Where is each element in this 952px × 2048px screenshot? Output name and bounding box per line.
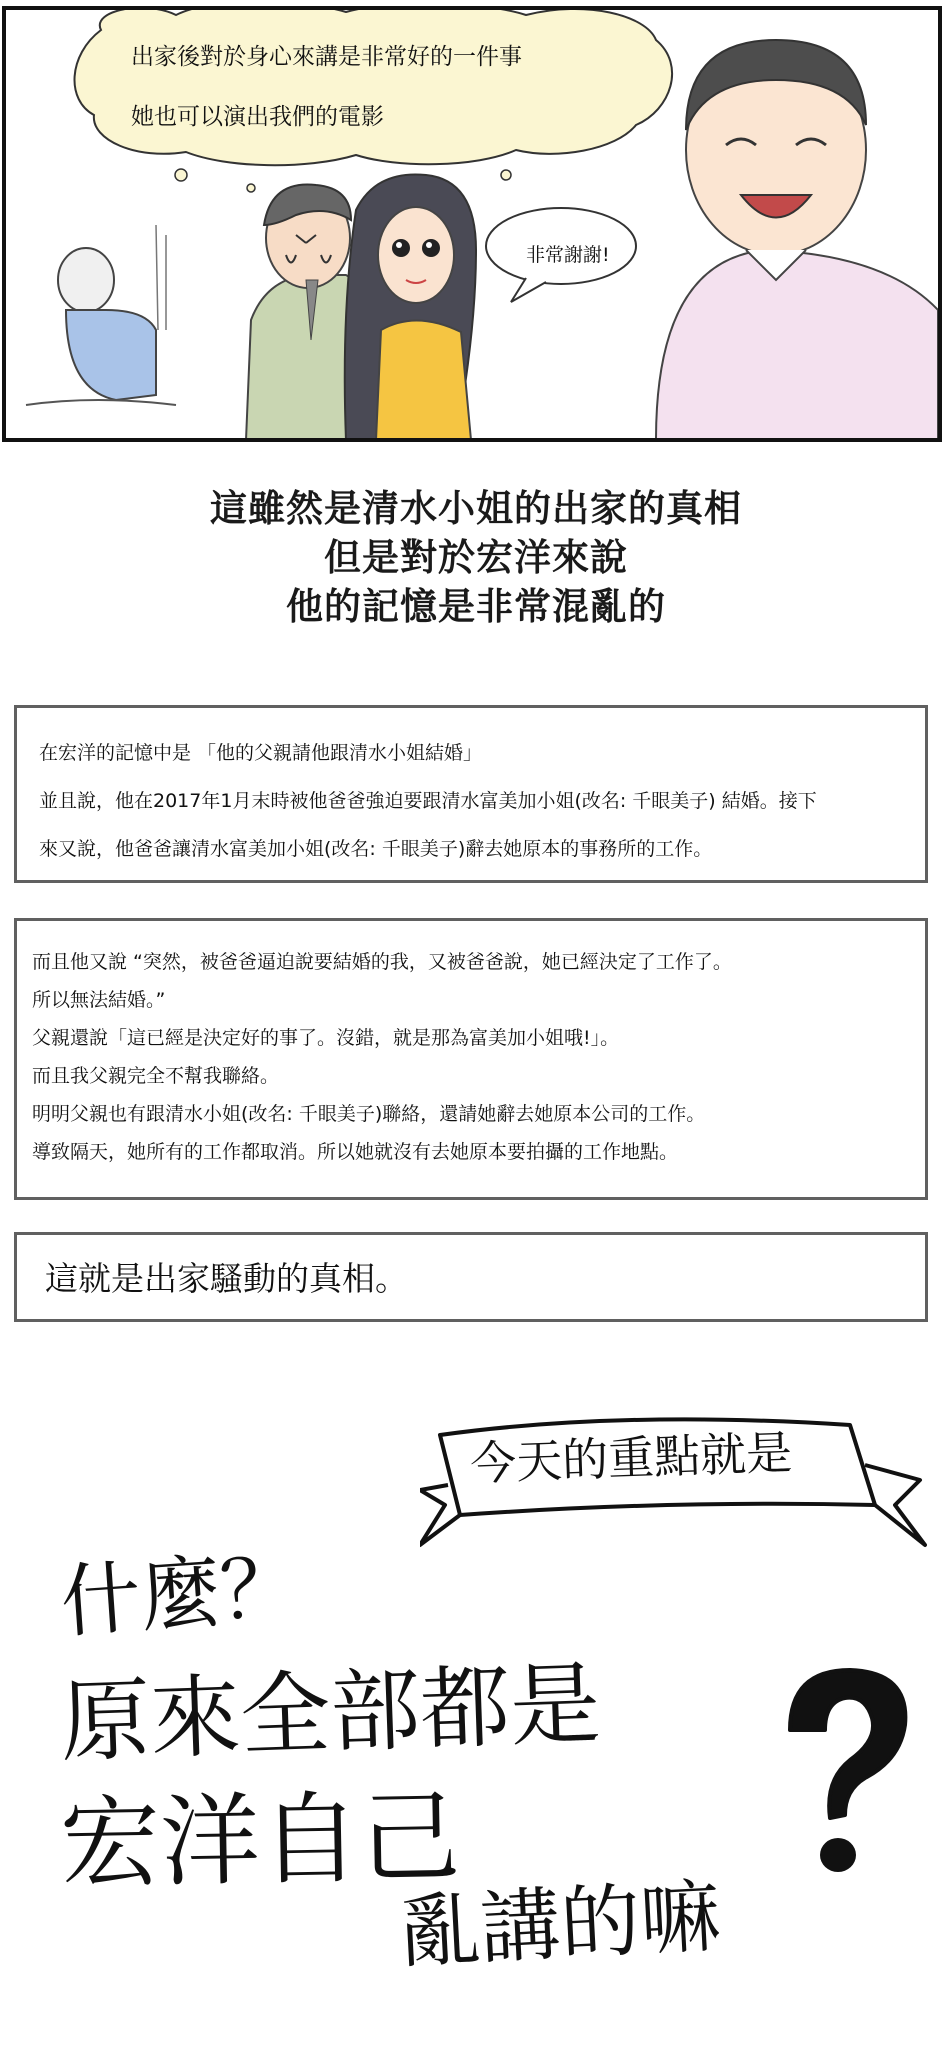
handwritten-line-2: 原來全部都是 [58,1651,602,1776]
thought-bubble [75,10,673,165]
box2-line-6: 導致隔天，她所有的工作都取消。所以她就沒有去她原本要拍攝的工作地點。 [32,1141,679,1163]
comic-illustration [6,10,938,438]
crouching-man-figure [26,225,176,405]
box1-line-2: 並且說，他在2017年1月末時被他爸爸強迫要跟清水富美加小姐(改名: 千眼美子) 結婚。接下 [39,790,817,812]
memory-box [14,705,928,883]
box2-line-5: 明明父親也有跟清水小姐(改名: 千眼美子)聯絡，還請她辭去她原本公司的工作。 [32,1103,706,1125]
thought-line-2: 她也可以演出我們的電影 [131,104,384,130]
box1-line-1: 在宏洋的記憶中是 「他的父親請他跟清水小姐結婚」 [39,742,483,764]
caption-line-3: 他的記憶是非常混亂的 [286,585,666,628]
comic-panel [2,6,942,442]
speech-text: 非常謝謝! [526,244,610,266]
crying-woman-figure [345,174,476,438]
caption-line-2: 但是對於宏洋來說 [324,536,628,579]
handwritten-line-3: 宏洋自己 [59,1778,462,1903]
truth-box [14,1232,928,1322]
banner-text: 今天的重點就是 [469,1425,793,1491]
handwritten-line-4: 亂講的嘛 [398,1869,723,1980]
box1-line-3: 來又說，他爸爸讓清水富美加小姐(改名: 千眼美子)辭去她原本的事務所的工作。 [39,838,713,860]
handwritten-line-1: 什麼？ [57,1539,304,1650]
box2-line-2: 所以無法結婚。” [32,989,166,1011]
box2-line-4: 而且我父親完全不幫我聯絡。 [32,1065,280,1087]
caption-line-1: 這雖然是清水小姐的出家的真相 [210,487,742,530]
smiling-man-figure [656,40,938,438]
truth-text: 這就是出家騷動的真相。 [45,1259,408,1298]
claim-box [14,918,928,1200]
box2-line-1: 而且他又說 “突然，被爸爸逼迫說要結婚的我，又被爸爸說，她已經決定了工作了。 [32,951,732,973]
box2-line-3: 父親還說「這已經是決定好的事了。沒錯，就是那為富美加小姐哦!」。 [32,1027,620,1049]
question-mark-icon [770,1660,920,1890]
thought-line-1: 出家後對於身心來講是非常好的一件事 [131,44,522,70]
